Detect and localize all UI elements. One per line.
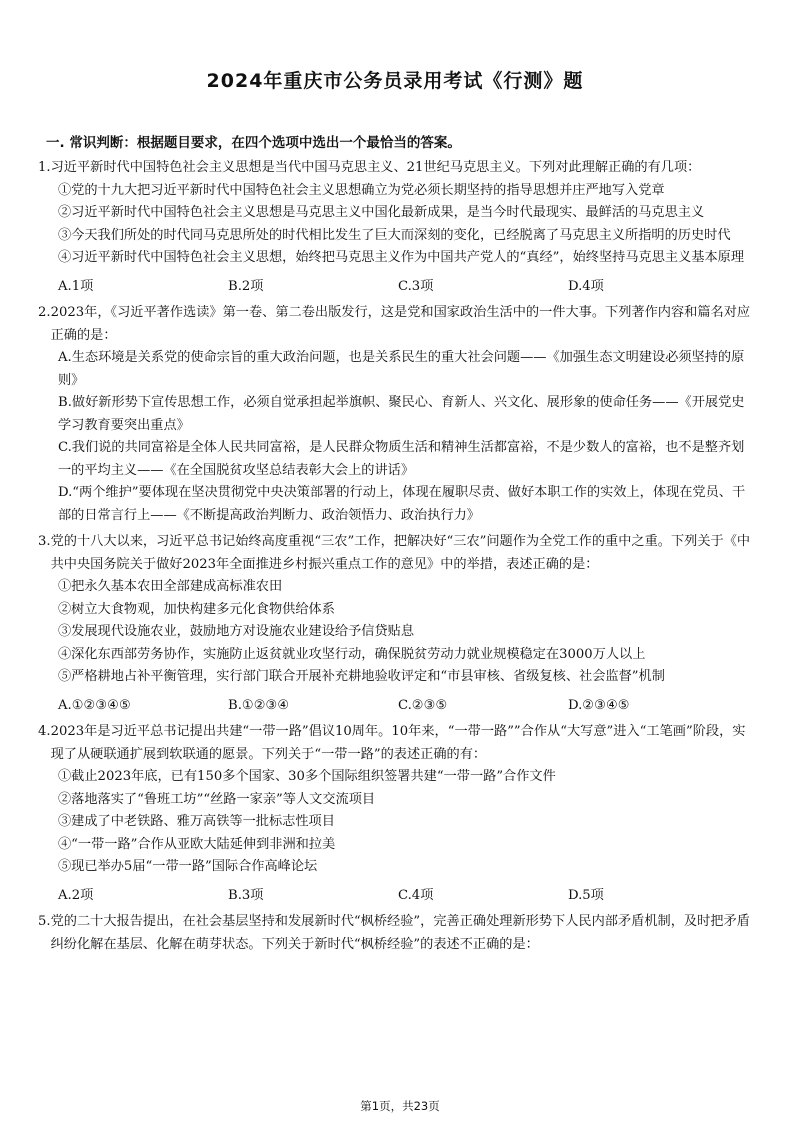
question-2 [38, 302, 752, 527]
question-5 [38, 911, 752, 956]
question-item: ④“一带一路”合作从亚欧大陆延伸到非洲和拉美 [58, 836, 336, 852]
question-item: ②习近平新时代中国特色社会主义思想是马克思主义中国化最新成果，是当今时代最现实、最鲜活的马克思主义 [58, 205, 705, 220]
question-4 [38, 721, 752, 907]
option-b[interactable]: B.做好新形势下宣传思想工作，必须自觉承担起举旗帜、聚民心、育新人、兴文化、展形象的使命任务——《开展党史学习教育要突出重点》 [58, 395, 745, 433]
question-item: ①把永久基本农田全部建成高标准农田 [58, 579, 283, 594]
option-c[interactable]: C.我们说的共同富裕是全体人民共同富裕，是人民群众物质生活和精神生活都富裕，不是少数人的富裕，也不是整齐划一的平均主义——《在全国脱贫攻坚总结表彰大会上的讲话》 [58, 440, 745, 478]
question-text: 党的十八大以来，习近平总书记始终高度重视“三农”工作，把解决好“三农”问题作为全党工作的重中之重。下列关于《中共中央国务院关于做好2023年全面推进乡村振兴重点工作的意见》中的举措，表述正确的是： [50, 534, 751, 572]
option-d[interactable]: D.5项 [568, 887, 604, 903]
question-item: ③建成了中老铁路、雅万高铁等一批标志性项目 [58, 814, 335, 829]
question-1 [38, 157, 752, 298]
answer-options [38, 885, 752, 908]
option-a[interactable]: A.1项 [58, 278, 94, 294]
question-stem [38, 911, 752, 956]
question-item: ②落地落实了“鲁班工坊”“丝路一家亲”等人文交流项目 [58, 791, 376, 807]
question-item: ④习近平新时代中国特色社会主义思想，始终把马克思主义作为中国共产党人的“真经”，始终坚持马克思主义基本原理 [58, 250, 745, 265]
question-text: 2023年是习近平总书记提出共建“一带一路”倡议10周年。10年来，“一带一路””合作从“大写意”进入“工笔画”阶段，实现了从硬联通扩展到软联通的愿景。下列关于“一带一路”的表述正确的有： [50, 724, 746, 762]
option-c[interactable]: C.②③⑤ [398, 697, 448, 713]
option-a[interactable]: A.生态环境是关系党的使命宗旨的重大政治问题，也是关系民生的重大社会问题——《加强生态文明建设必须坚持的原则》 [58, 350, 745, 388]
question-item: ⑤现已举办5届“一带一路”国际合作高峰论坛 [58, 859, 318, 874]
option-b[interactable]: B.2项 [228, 278, 264, 294]
document-title: 2024年重庆市公务员录用考试《行测》题 [206, 70, 584, 92]
option-b[interactable]: B.①②③④ [228, 697, 290, 713]
question-item: ①截止2023年底，已有150多个国家、30多个国际组织签署共建“一带一路”合作文件 [58, 769, 556, 784]
option-b[interactable]: B.3项 [228, 887, 264, 903]
question-item: ③发展现代设施农业，鼓励地方对设施农业建设给予信贷贴息 [58, 624, 415, 639]
question-text: 党的二十大报告提出，在社会基层坚持和发展新时代“枫桥经验”，完善正确处理新形势下人民内部矛盾机制，及时把矛盾纠纷化解在基层、化解在萌芽状态。下列关于新时代“枫桥经验”的表述不正确的是： [50, 914, 750, 952]
section-heading: 一. 常识判断：根据题目要求，在四个选项中选出一个最恰当的答案。 [46, 135, 461, 151]
question-item: ④深化东西部劳务协作，实施防止返贫就业攻坚行动，确保脱贫劳动力就业规模稳定在3000万人以上 [58, 646, 646, 662]
question-3 [38, 531, 752, 717]
answer-options [38, 695, 752, 718]
question-stem [38, 302, 752, 347]
answer-options [38, 276, 752, 299]
option-d[interactable]: D.4项 [568, 278, 604, 294]
option-d[interactable]: D.②③④⑤ [568, 697, 630, 713]
question-number: 5. [38, 914, 51, 929]
question-number: 3. [38, 534, 51, 549]
question-text: 2023年，《习近平著作选读》第一卷、第二卷出版发行，这是党和国家政治生活中的一件大事。下列著作内容和篇名对应正确的是： [50, 305, 751, 343]
question-stem [38, 157, 752, 180]
question-item: ①党的十九大把习近平新时代中国特色社会主义思想确立为党必须长期坚持的指导思想并庄严地写入党章 [58, 182, 665, 198]
question-item: ⑤严格耕地占补平衡管理，实行部门联合开展补充耕地验收评定和“市县审核、省级复核、社会监督”机制 [58, 669, 665, 684]
option-c[interactable]: C.3项 [398, 278, 434, 294]
question-number: 4. [38, 724, 51, 739]
question-text: 习近平新时代中国特色社会主义思想是当代中国马克思主义、21世纪马克思主义。下列对此理解正确的有几项： [50, 160, 701, 175]
option-a[interactable]: A.①②③④⑤ [58, 697, 131, 713]
option-a[interactable]: A.2项 [58, 887, 94, 903]
question-item: ③今天我们所处的时代同马克思所处的时代相比发生了巨大而深刻的变化，已经脱离了马克思主义所指明的历史时代 [58, 227, 731, 243]
question-stem [38, 531, 752, 576]
question-stem [38, 721, 752, 766]
question-number: 1. [38, 160, 51, 175]
question-item: ②树立大食物观，加快构建多元化食物供给体系 [58, 601, 335, 617]
option-d[interactable]: D.“两个维护”要体现在坚决贯彻党中央决策部署的行动上，体现在履职尽责、做好本职工作的实效上，体现在党员、干部的日常言行上——《不断提高政治判断力、政治领悟力、政治执行力》 [58, 485, 746, 523]
option-c[interactable]: C.4项 [398, 887, 434, 903]
question-number: 2. [38, 305, 51, 320]
page-footer: 第1页，共23页 [360, 1099, 440, 1113]
